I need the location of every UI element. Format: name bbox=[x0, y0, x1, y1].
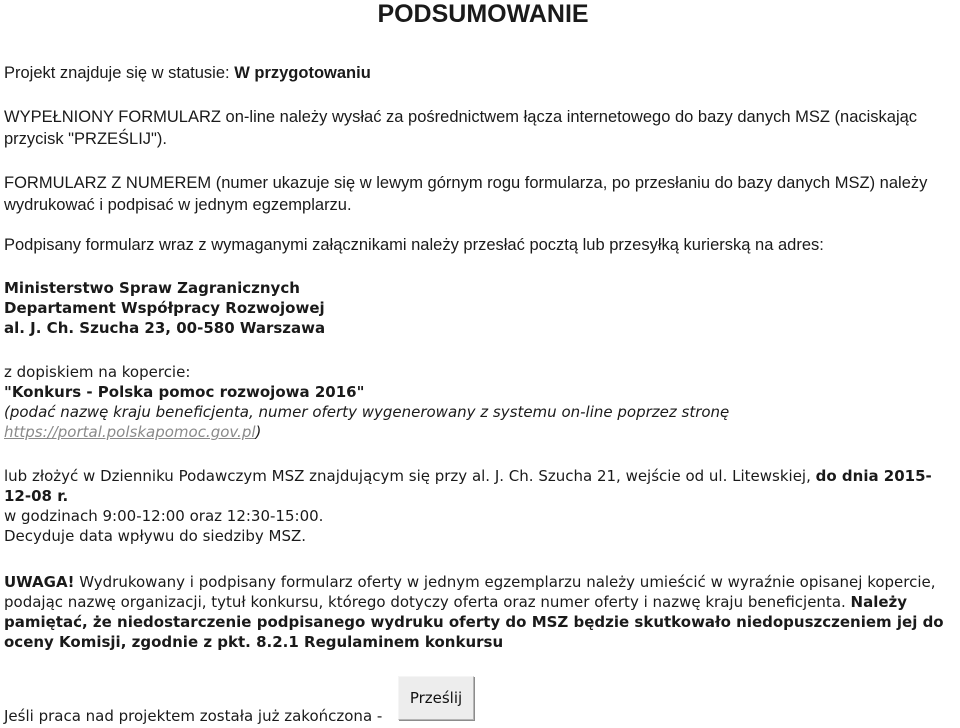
warning-note bbox=[4, 572, 954, 652]
warning-label: UWAGA! bbox=[4, 573, 75, 591]
delivery-info bbox=[4, 466, 954, 546]
delivery-decision: Decyduje data wpływu do siedziby MSZ. bbox=[4, 527, 307, 545]
address-line-street: al. J. Ch. Szucha 23, 00-580 Warszawa bbox=[4, 319, 326, 337]
completion-prompt: Jeśli praca nad projektem została już zakończona - bbox=[4, 707, 383, 725]
delivery-deadline: do dnia 2015-12-08 r. bbox=[4, 467, 932, 505]
warning-bold-text: Należy pamiętać, że niedostarczenie podpisanego wydruku oferty do MSZ będzie skutkowało niedopuszczeniem jej do oceny Komisji, zgodnie z pkt. 8.2.1 Regulaminem konkursu bbox=[4, 593, 944, 651]
envelope-note bbox=[4, 362, 954, 442]
envelope-note-prefix: z dopiskiem na kopercie: bbox=[4, 363, 191, 381]
portal-link[interactable]: https://portal.polskapomoc.gov.pl bbox=[4, 423, 256, 441]
delivery-location-text: lub złożyć w Dzienniku Podawczym MSZ znajdującym się przy al. J. Ch. Szucha 21, wejście od ul. Litewskiej, bbox=[4, 467, 816, 485]
delivery-location bbox=[4, 466, 954, 506]
print-instruction: FORMULARZ Z NUMEREM (numer ukazuje się w lewym górnym rogu formularza, po przesłaniu do bazy danych MSZ) należy wydrukować i podpisać w jednym egzemplarzu. bbox=[4, 174, 928, 214]
address-line-ministry: Ministerstwo Spraw Zagranicznych bbox=[4, 279, 300, 297]
mailing-address bbox=[4, 278, 954, 338]
status-label: Projekt znajduje się w statusie: bbox=[4, 64, 235, 82]
submit-instruction: WYPEŁNIONY FORMULARZ on-line należy wysłać za pośrednictwem łącza internetowego do bazy danych MSZ (naciskając przycisk "PRZEŚLIJ"). bbox=[4, 108, 918, 148]
envelope-note-details-text: (podać nazwę kraju beneficjenta, numer oferty wygenerowany z systemu on-line poprzez stronę bbox=[4, 403, 730, 421]
envelope-note-details-close: ) bbox=[255, 423, 262, 441]
page-title: PODSUMOWANIE bbox=[377, 0, 589, 28]
address-line-department: Departament Współpracy Rozwojowej bbox=[4, 299, 325, 317]
envelope-note-details bbox=[4, 402, 954, 442]
submit-button[interactable]: Prześlij bbox=[398, 676, 474, 720]
contest-name: "Konkurs - Polska pomoc rozwojowa 2016" bbox=[4, 383, 365, 401]
project-status bbox=[4, 62, 954, 84]
status-value: W przygotowaniu bbox=[234, 64, 371, 82]
warning-text: Wydrukowany i podpisany formularz oferty w jednym egzemplarzu należy umieścić w wyraźnie opisanej kopercie, podając nazwę organizacji, tytuł konkursu, którego dotyczy oferta oraz numer oferty i nazwę kraju beneficjenta. bbox=[4, 573, 936, 611]
mail-instruction: Podpisany formularz wraz z wymaganymi załącznikami należy przesłać pocztą lub przesyłką kurierską na adres: bbox=[4, 236, 824, 254]
delivery-hours: w godzinach 9:00-12:00 oraz 12:30-15:00. bbox=[4, 507, 324, 525]
